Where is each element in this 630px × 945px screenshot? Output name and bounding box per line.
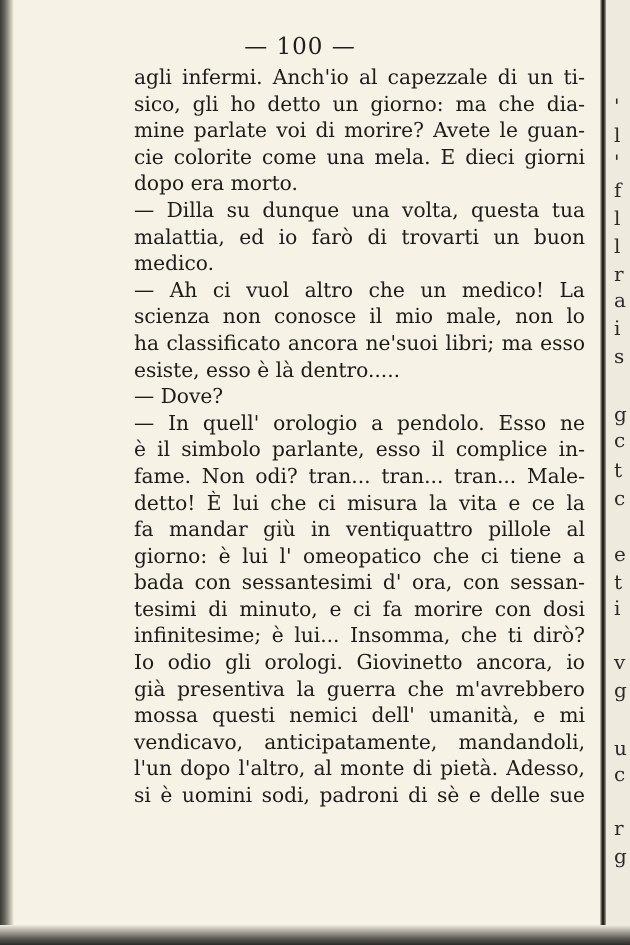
margin-fragment: u [614, 736, 627, 760]
text-line: vendicavo, anticipatamente, mandandoli, [134, 729, 585, 754]
margin-fragment: l [614, 206, 621, 230]
text-line: mine parlate voi di morire? Avete le guan- [134, 118, 585, 143]
margin-fragment: t [614, 458, 623, 482]
text-line: si è uomini sodi, padroni di sè e delle sue [134, 783, 585, 808]
margin-fragment: ' [614, 94, 620, 118]
margin-fragment: i [614, 596, 621, 620]
text-line: tesimi di minuto, e ci fa morire con dosi [134, 596, 585, 621]
text-line: medico. [134, 251, 214, 276]
text-line: fa mandar giù in ventiquattro pillole al [134, 517, 585, 542]
margin-fragment: r [614, 262, 624, 286]
page-number: — 100 — [244, 34, 356, 60]
margin-fragment: ' [614, 150, 620, 174]
body-text [134, 64, 585, 809]
margin-fragment: s [614, 344, 625, 368]
text-line: — Dilla su dunque una volta, questa tua [134, 197, 585, 222]
margin-fragment: f [614, 178, 622, 202]
text-line: mossa questi nemici dell' umanità, e mi [134, 703, 585, 728]
margin-fragment: v [614, 650, 626, 674]
margin-fragment: g [614, 844, 627, 868]
text-line: — Dove? [134, 384, 224, 409]
text-line: bada con sessantesimi d' ora, con sessan- [134, 570, 585, 595]
margin-fragment: c [614, 428, 626, 452]
text-line: l'un dopo l'altro, al monte di pietà. Adesso, [134, 756, 585, 781]
margin-fragment: c [614, 486, 626, 510]
margin-fragment: g [614, 678, 627, 702]
text-line: esiste, esso è là dentro..... [134, 357, 401, 382]
text-line: scienza non conosce il mio male, non lo [134, 304, 585, 329]
text-line: già presentiva la guerra che m'avrebbero [134, 676, 585, 701]
margin-fragment: c [614, 762, 626, 786]
text-line: Io odio gli orologi. Giovinetto ancora, io [134, 650, 585, 675]
text-line: infinitesime; è lui... Insomma, che ti dirò? [134, 623, 585, 648]
text-line: — Ah ci vuol altro che un medico! La [134, 277, 585, 302]
text-line: agli infermi. Anch'io al capezzale di un ti- [134, 65, 585, 89]
margin-fragment: l [614, 123, 621, 147]
text-line: giorno: è lui l' omeopatico che ci tiene a [134, 543, 585, 568]
margin-fragment: g [614, 402, 627, 426]
text-line: — In quell' orologio a pendolo. Esso ne [134, 410, 585, 435]
margin-fragment: e [614, 542, 626, 566]
text-line: fame. Non odi? tran... tran... tran... Male- [134, 463, 585, 488]
margin-fragment: t [614, 570, 623, 594]
margin-fragment: r [614, 816, 624, 840]
text-line: ha classificato ancora ne'suoi libri; ma esso [134, 330, 585, 355]
bottom-shadow [0, 925, 630, 945]
text-line: dopo era morto. [134, 171, 298, 196]
text-line: cie colorite come una mela. E dieci giorni [134, 144, 585, 169]
binding-edge [0, 0, 14, 945]
text-line: detto! È lui che ci misura la vita e ce la [134, 490, 585, 515]
text-line: sico, gli ho detto un giorno: ma che dia- [134, 91, 585, 116]
margin-fragment: l [614, 234, 621, 258]
text-line: malattia, ed io farò di trovarti un buon [134, 224, 585, 249]
margin-fragment: i [614, 316, 621, 340]
margin-fragment: a [614, 288, 626, 312]
text-line: è il simbolo parlante, esso il complice in- [134, 437, 585, 462]
